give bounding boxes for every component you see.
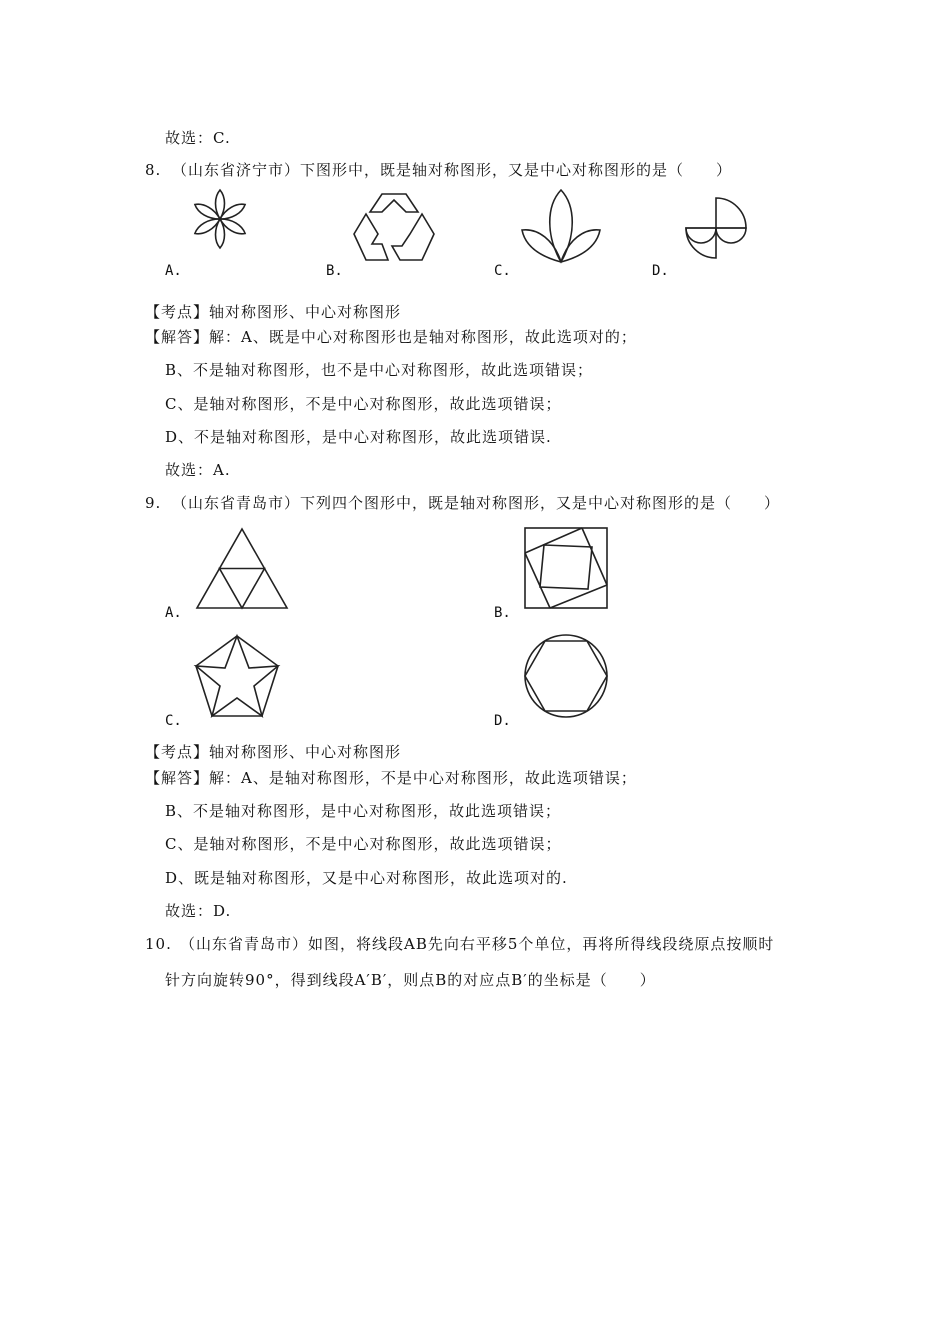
q10-stem-line2: 针方向旋转90°，得到线段A′B′，则点B的对应点B′的坐标是（ ） (165, 971, 656, 989)
q9-figure-a-triangle (194, 526, 290, 612)
q8-figure-c-lotus (518, 188, 604, 268)
q8-line-c: C、是轴对称图形，不是中心对称图形，故此选项错误； (165, 395, 562, 413)
q9-line-c: C、是轴对称图形，不是中心对称图形，故此选项错误； (165, 835, 562, 853)
q8-number: 8. (145, 161, 162, 179)
q9-number: 9. (145, 494, 162, 512)
q9-line-d: D、既是轴对称图形，又是中心对称图形，故此选项对的. (165, 869, 568, 887)
q8-option-a: A. (165, 263, 182, 279)
q9-kaodian: 【考点】轴对称图形、中心对称图形 (145, 743, 402, 761)
q8-option-b: B. (326, 263, 343, 279)
q7-answer: 故选：C. (165, 129, 231, 147)
q8-figure-b-recycle (352, 190, 436, 266)
q8-line-d: D、不是轴对称图形，是中心对称图形，故此选项错误. (165, 428, 552, 446)
q9-figure-d-circle-hexagon (522, 632, 610, 720)
q8-option-c: C. (494, 263, 511, 279)
q10-number: 10. (145, 935, 172, 953)
q9-option-d: D. (494, 713, 511, 729)
q9-stem: （山东省青岛市）下列四个图形中，既是轴对称图形，又是中心对称图形的是（ ） (172, 494, 781, 512)
q8-option-d: D. (652, 263, 669, 279)
q9-figure-c-star-pentagon (192, 632, 282, 722)
q8-stem: （山东省济宁市）下图形中，既是轴对称图形，又是中心对称图形的是（ ） (172, 161, 733, 179)
q8-figure-d-pinwheel (682, 194, 750, 262)
q9-jieda: 【解答】解：A、是轴对称图形，不是中心对称图形，故此选项错误； (145, 769, 637, 787)
q8-figure-a-flower (185, 188, 255, 250)
q10-stem-line1: （山东省青岛市）如图，将线段AB先向右平移5个单位，再将所得线段绕原点按顺时 (180, 935, 775, 953)
q9-line-b: B、不是轴对称图形，是中心对称图形，故此选项错误； (165, 802, 562, 820)
q8-answer: 故选：A. (165, 461, 231, 479)
q8-line-b: B、不是轴对称图形，也不是中心对称图形，故此选项错误； (165, 361, 594, 379)
q9-option-a: A. (165, 605, 182, 621)
q9-figure-b-square (522, 525, 610, 611)
q9-option-c: C. (165, 713, 182, 729)
q9-option-b: B. (494, 605, 511, 621)
q8-kaodian: 【考点】轴对称图形、中心对称图形 (145, 303, 402, 321)
q8-jieda: 【解答】解：A、既是中心对称图形也是轴对称图形，故此选项对的； (145, 328, 637, 346)
q9-answer: 故选：D. (165, 902, 232, 920)
